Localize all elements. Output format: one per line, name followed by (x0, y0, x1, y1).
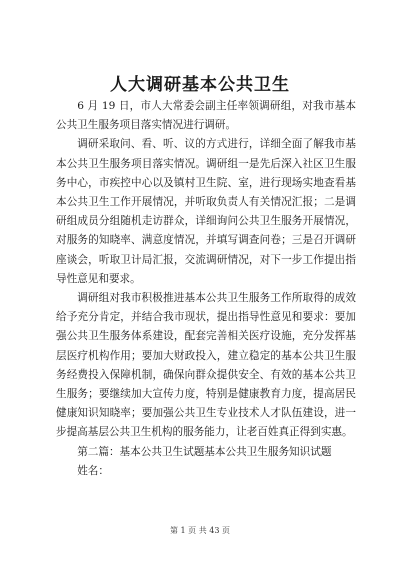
paragraph-conclusion: 调研组对我市积极推进基本公共卫生服务工作所取得的成效给予充分肯定，并结合我市现状，提出指导性意见和要求：要加强公共卫生服务体系建设，配套完善相关医疗设施，充分发挥基层医疗机构作用；要加大财政投入，建立稳定的基本公共卫生服务经费投入保障机制，确保向群众提供安全、有效的基本公共卫生服务；要继续加大宣传力度，特别是健康教育力度，提高居民健康知识知晓率；要加强公共卫生专业技术人才队伍建设，进一步提高基层公共卫生机构的服务能力，让老百姓真正得到实惠。 (56, 292, 356, 439)
paragraph-method: 调研采取问、看、听、议的方式进行，详细全面了解我市基本公共卫生服务项目落实情况。调研组一是先后深入社区卫生服务中心，市疾控中心以及镇村卫生院、室，进行现场实地查看基本公共卫生工作开展情况，并听取负责人有关情况汇报；二是调研组成员分组随机走访群众，详细询问公共卫生服务开展情况，对服务的知晓率、满意度情况，并填写调查问卷；三是召开调研座谈会，听取卫计局汇报，交流调研情况，对下一步工作提出指导性意见和要求。 (56, 138, 356, 285)
paragraph-name-field: 姓名： (77, 464, 109, 477)
paragraph-section-heading: 第二篇：基本公共卫生试题基本公共卫生服务知识试题 (77, 445, 332, 458)
page-footer: 第 1 页 共 43 页 (170, 526, 230, 535)
paragraph-intro: 6 月 19 日，市人大常委会副主任率领调研组，对我市基本公共卫生服务项目落实情况进行调研。 (56, 100, 356, 132)
document-body (56, 97, 356, 481)
document-title: 人大调研基本公共卫生 (110, 75, 290, 95)
